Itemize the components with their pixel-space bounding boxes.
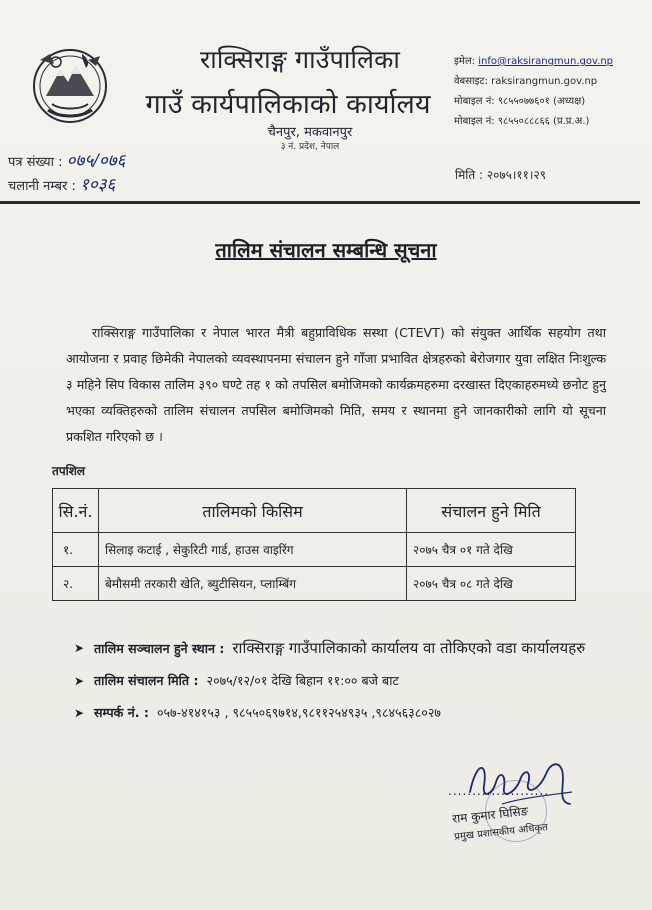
training-date-label: तालिम संचालन मिति : [94, 673, 199, 688]
tapsil-label: तपशिल [52, 464, 86, 478]
notice-title: तालिम संचालन सम्बन्धि सूचना [215, 238, 437, 262]
cell-sn: २. [53, 567, 99, 601]
email-label: इमेल: [454, 56, 476, 67]
venue-value: राक्सिराङ्ग गाउँपालिकाको कार्यालय वा तोकिएको वडा कार्यालयहरु [232, 639, 586, 657]
table-header-row [53, 489, 576, 533]
list-item-venue [74, 636, 614, 661]
mobile-value: ९८५५०७७६०१ (अध्यक्ष) [497, 96, 586, 107]
cell-sn: १. [53, 533, 99, 567]
office-name: राक्सिराङ्ग गाउँपालिका [199, 45, 401, 74]
website-value: raksirangmun.gov.np [491, 76, 598, 87]
mobile-label: मोबाइल नं: [454, 96, 495, 107]
office-subtitle: गाउँ कार्यपालिकाको कार्यालय [145, 89, 431, 120]
cell-date: २०७५ चैत्र ०१ गते देखि [407, 533, 576, 567]
email-row [454, 52, 650, 72]
column-header-type: तालिमको किसिम [99, 489, 407, 533]
signature-line: ..................... [448, 784, 550, 798]
office-province: ३ नं. प्रदेश, नेपाल [280, 142, 340, 152]
contact-label: सम्पर्क नं. : [94, 705, 149, 720]
venue-label: तालिम सञ्चालन हुने स्थान : [94, 641, 225, 656]
column-header-date: संचालन हुने मिति [407, 489, 576, 533]
cell-type: सिलाइ कटाई , सेकुरिटी गार्ड, हाउस वाइरिंग [99, 533, 407, 567]
mobile-row-2 [454, 112, 650, 132]
header-divider [0, 201, 640, 204]
table-row [53, 567, 576, 601]
column-header-sn: सि.नं. [53, 489, 99, 533]
notice-date [455, 166, 546, 183]
date-label: मिति : [455, 168, 484, 182]
table-row [53, 533, 576, 567]
arrow-bullet-icon: ➤ [74, 706, 85, 720]
arrow-bullet-icon: ➤ [74, 641, 85, 655]
reference-block [8, 150, 125, 198]
website-row [454, 72, 650, 92]
arrow-bullet-icon: ➤ [74, 674, 85, 688]
office-location: चैनपुर, मकवानपुर [267, 125, 353, 140]
contact-value: ०५७-४१४१५३ , ९८५५०६९७१४,९८११२५४९३५ ,९८४५६३८०२७ [156, 705, 441, 720]
cell-type: बेमौसमी तरकारी खेति, ब्युटीसियन, प्लाम्बिंग [99, 567, 407, 601]
training-schedule-table [52, 488, 576, 601]
nepal-government-emblem-icon [26, 40, 114, 128]
training-date-value: २०७५/१२/०१ देखि बिहान ११:०० बजे बाट [206, 673, 399, 688]
date-value: २०७५।११।२९ [486, 168, 546, 182]
list-item-date [74, 669, 614, 693]
website-label: वेबसाइट: [454, 76, 488, 87]
signer-name: राम कुमार घिसिङ [451, 804, 529, 826]
cell-date: २०७५ चैत्र ०८ गते देखि [407, 567, 576, 601]
mobile-row-1 [454, 92, 650, 112]
mobile-label: मोबाइल नं: [454, 116, 495, 127]
patra-label: पत्र संख्या : [8, 155, 63, 170]
chalani-label: चलानी नम्बर : [8, 179, 76, 194]
signer-title: प्रमुख प्रशासकीय अधिकृत [453, 822, 549, 843]
patra-value: ०७५/०७६ [66, 151, 126, 171]
chalani-value: १०३६ [79, 175, 116, 195]
contact-block [454, 52, 650, 132]
notice-body-text: राक्सिराङ्ग गाउँपालिका र नेपाल भारत मैत्री बहुप्राविधिक सस्था (CTEVT) को संयुक्त आर्थिक सहयोग तथा आयोजना र प्रवाह छिमेकी नेपालको व्यवस्थापनमा संचालन हुने गाँजा प्रभावित क्षेत्रहरुको बेरोजगार युवा लक्षित निःशुल्क ३ महिने सिप विकास तालिम ३९० घण्टे तह १ को तपसिल बमोजिमको कार्यक्रमहरुमा दरखास्त दिएकाहरुमध्ये छनोट हुनु भएका व्यक्तिहरुको तालिम संचालन तपसिल बमोजिमको मिति, समय र स्थानमा हुने जानकारीको लागि यो सूचना प्रकशित गरिएको छ । [66, 325, 606, 444]
notice-body [66, 320, 606, 450]
email-link[interactable]: info@raksirangmun.gov.np [478, 56, 613, 67]
mobile-value: ९८५५०८८८६६ (प्र.प्र.अ.) [497, 116, 590, 127]
details-list [74, 636, 614, 733]
list-item-contact [74, 701, 614, 725]
